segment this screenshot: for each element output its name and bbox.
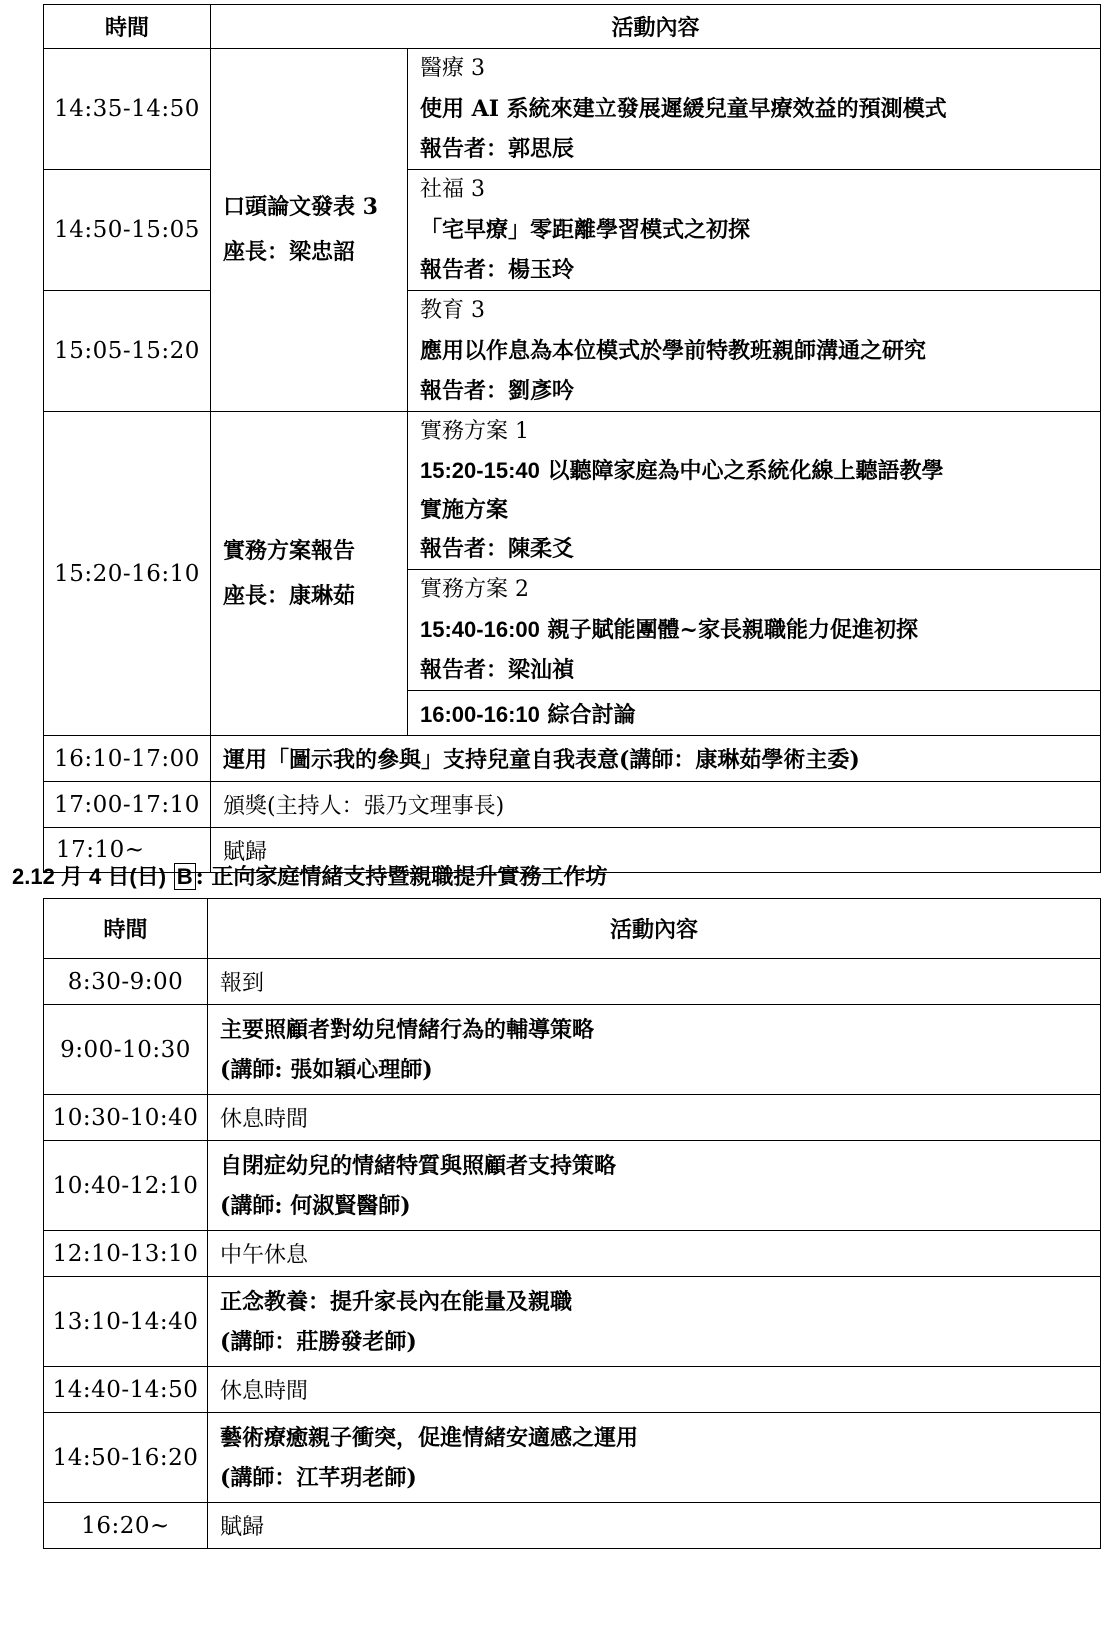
time-cell: 14:35-14:50 [44, 49, 211, 170]
talk-title-cont: 實施方案 [420, 497, 509, 523]
time-cell: 10:40-12:10 [44, 1141, 208, 1231]
talk-title [408, 610, 1100, 650]
talk-title-text: 以聽障家庭為中心之系統化線上聽語教學 [547, 458, 944, 484]
time-cell: 14:50-16:20 [44, 1413, 208, 1503]
table-header-row [44, 899, 1101, 959]
header-content: 活動內容 [211, 5, 1101, 49]
discussion-cell [408, 691, 1101, 736]
talk-category: 社福 3 [420, 177, 485, 202]
header-content: 活動內容 [208, 899, 1101, 959]
workshop-title: 藝術療癒親子衝突，促進情緒安適感之運用 [220, 1424, 639, 1451]
heading-date: 2.12 月 4 日(日) [12, 864, 167, 889]
table-header-row [44, 5, 1101, 49]
time-cell: 17:10~ [44, 828, 211, 873]
talk-cell [408, 49, 1101, 170]
session-title: 口頭論文發表 3 [223, 194, 378, 220]
content-cell: 賦歸 [211, 828, 1101, 873]
talk-category: 實務方案 1 [420, 419, 529, 444]
content-cell [208, 1277, 1101, 1367]
section-heading [12, 862, 607, 892]
workshop-speaker: (講師: 張如穎心理師) [220, 1056, 433, 1083]
time-cell: 8:30-9:00 [44, 959, 208, 1005]
talk-time-range: 15:20-15:40 [420, 458, 540, 483]
time-cell: 17:00-17:10 [44, 782, 211, 828]
schedule-table-afternoon [43, 4, 1101, 873]
talk-title: 應用以作息為本位模式於學前特教班親師溝通之研究 [420, 338, 927, 364]
talk-time-range: 15:40-16:00 [420, 617, 540, 642]
table-row [44, 1005, 1101, 1095]
table-row [44, 170, 1101, 291]
content-cell: 報到 [208, 959, 1101, 1005]
time-cell: 13:10-14:40 [44, 1277, 208, 1367]
content-cell: 休息時間 [208, 1367, 1101, 1413]
workshop-title: 主要照顧者對幼兒情緒行為的輔導策略 [220, 1016, 595, 1043]
table-row [44, 959, 1101, 1005]
session-title: 實務方案報告 [223, 537, 356, 564]
talk-cell [408, 170, 1101, 291]
table-row [44, 736, 1101, 782]
header-time: 時間 [44, 5, 211, 49]
talk-category: 醫療 3 [420, 56, 485, 81]
workshop-speaker: (講師：江芊玥老師) [220, 1464, 417, 1491]
table-row [44, 1141, 1101, 1231]
workshop-title: 自閉症幼兒的情緒特質與照顧者支持策略 [220, 1152, 617, 1179]
discussion-time: 16:00-16:10 [420, 701, 540, 727]
header-time: 時間 [44, 899, 208, 959]
content-cell [208, 1141, 1101, 1231]
time-cell: 15:05-15:20 [44, 291, 211, 412]
heading-title: : 正向家庭情緒支持暨親職提升實務工作坊 [195, 864, 608, 890]
talk-title [408, 451, 1100, 491]
table-row [44, 1277, 1101, 1367]
table-row [44, 782, 1101, 828]
table-row [44, 1367, 1101, 1413]
table-row [44, 1413, 1101, 1503]
time-cell: 16:10-17:00 [44, 736, 211, 782]
table-row [44, 1503, 1101, 1549]
talk-cell [408, 570, 1101, 691]
session-chair: 座長：康琳茹 [223, 582, 356, 609]
table-row [44, 291, 1101, 412]
talk-category: 教育 3 [420, 298, 485, 323]
time-cell: 10:30-10:40 [44, 1095, 208, 1141]
talk-title: 使用 AI 系統來建立發展遲緩兒童早療效益的預測模式 [420, 96, 947, 122]
table-row [44, 49, 1101, 170]
discussion-label: 綜合討論 [547, 701, 636, 728]
time-cell: 14:50-15:05 [44, 170, 211, 291]
time-cell: 12:10-13:10 [44, 1231, 208, 1277]
talk-reporter: 報告者：劉彥吟 [420, 378, 575, 404]
content-cell [208, 1005, 1101, 1095]
time-cell: 14:40-14:50 [44, 1367, 208, 1413]
session-chair: 座長：梁忠詔 [223, 239, 356, 265]
workshop-speaker: (講師: 何淑賢醫師) [220, 1192, 411, 1219]
talk-reporter: 報告者：梁汕禎 [420, 657, 575, 683]
talk-title-text: 親子賦能團體~家長親職能力促進初探 [547, 617, 918, 643]
talk-title: 「宅早療」零距離學習模式之初探 [420, 217, 751, 243]
talk-cell [408, 412, 1101, 570]
talk-category: 實務方案 2 [420, 577, 529, 602]
content-cell: 頒獎(主持人：張乃文理事長) [211, 782, 1101, 828]
schedule-table-workshop [43, 898, 1101, 1549]
workshop-title: 正念教養：提升家長內在能量及親職 [220, 1288, 573, 1315]
content-cell: 中午休息 [208, 1231, 1101, 1277]
content-cell: 休息時間 [208, 1095, 1101, 1141]
time-cell: 16:20~ [44, 1503, 208, 1549]
heading-letter: B [174, 863, 196, 890]
table-row [44, 1095, 1101, 1141]
talk-cell [408, 291, 1101, 412]
workshop-speaker: (講師：莊勝發老師) [220, 1328, 417, 1355]
table-row [44, 1231, 1101, 1277]
time-cell: 15:20-16:10 [44, 412, 211, 736]
time-cell: 9:00-10:30 [44, 1005, 208, 1095]
table-row [44, 412, 1101, 570]
session-cell-oral [211, 49, 408, 412]
talk-reporter: 報告者：陳柔爻 [420, 536, 575, 562]
session-cell-practice [211, 412, 408, 736]
content-cell [208, 1413, 1101, 1503]
talk-reporter: 報告者：郭思辰 [420, 136, 575, 162]
content-cell: 運用「圖示我的參與」支持兒童自我表意(講師：康琳茹學術主委) [211, 736, 1101, 782]
content-cell: 賦歸 [208, 1503, 1101, 1549]
talk-reporter: 報告者：楊玉玲 [420, 257, 575, 283]
